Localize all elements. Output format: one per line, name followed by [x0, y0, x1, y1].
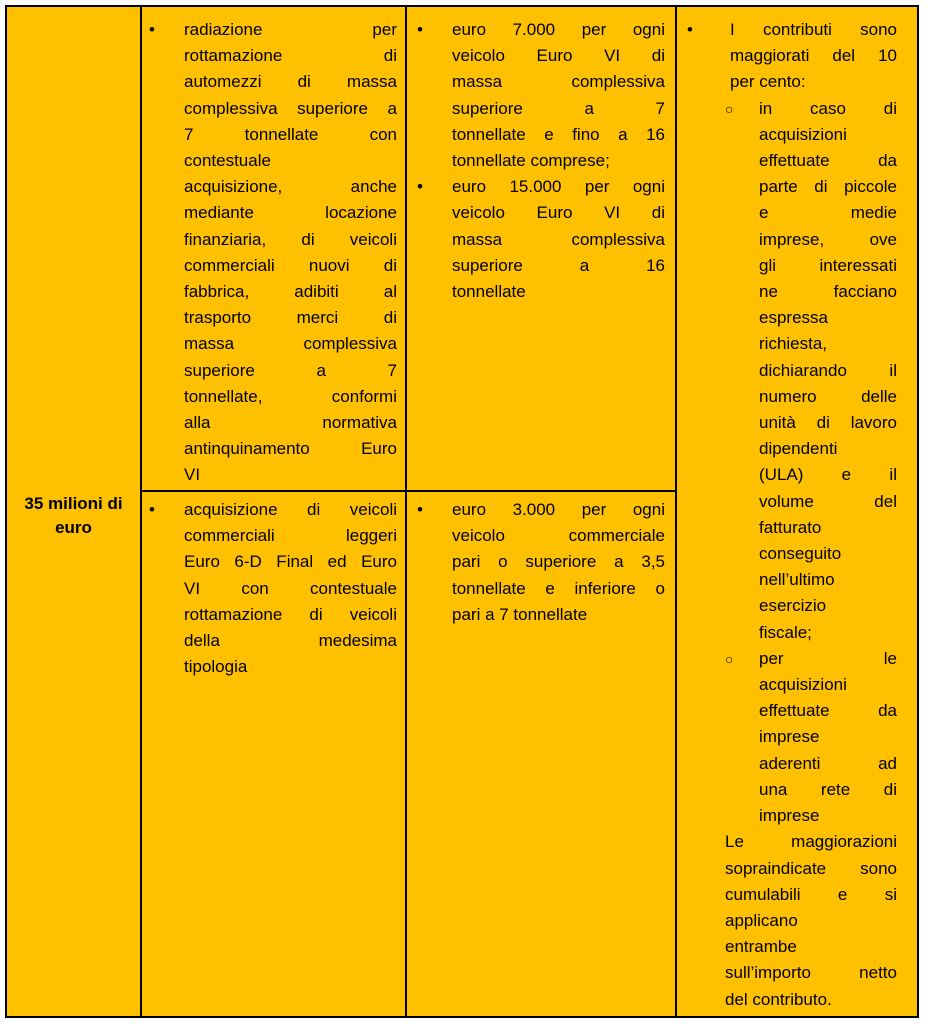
- text-line: effettuate da: [759, 151, 897, 171]
- text-line: euro 7.000 per ogni: [452, 20, 665, 39]
- text-line: complessiva superiore a: [184, 98, 397, 118]
- text-line: superiore a 7: [452, 98, 665, 118]
- text-line: Euro 6-D Final ed Euro: [184, 552, 397, 572]
- text-line: mediante locazione: [184, 203, 397, 223]
- row-divider: [140, 490, 677, 492]
- budget-amount: [7, 492, 140, 540]
- text-line: veicolo Euro VI di: [452, 203, 665, 223]
- text-line: commerciali leggeri: [184, 526, 397, 546]
- notes-item: • I contributi sono maggiorati del 10 per cento: ○ in caso di acquisizioni effettuate da parte di piccole e medie imprese, ove gli interessati ne facciano espressa richiesta, dichiarando il numero delle unità di lavoro dipendenti (ULA) e il volume del fatturato conseguito nell’ultimo esercizio fiscale; ○ per le acquisizioni effettuate da imprese aderenti ad una rete di imprese Le maggiorazioni sopraindicate sono cumulabili e si applicano entrambe sull’importo netto del contributo.: [682, 17, 897, 1013]
- text-line: massa complessiva: [184, 334, 397, 354]
- text-line: acquisizione, anche: [184, 177, 397, 197]
- notes-subitem: ○ per le acquisizioni effettuate da imprese aderenti ad una rete di imprese: [725, 646, 897, 829]
- text-line: applicano: [725, 910, 798, 930]
- text-line: imprese, ove: [759, 229, 897, 249]
- contribution-item: • euro 15.000 per ogni veicolo Euro VI di massa complessiva superiore a 16 tonnellate: [412, 174, 665, 305]
- text-line: VI con contestuale: [184, 578, 397, 598]
- text-line: massa complessiva: [452, 72, 665, 92]
- text-line: antinquinamento Euro: [184, 439, 397, 459]
- notes-subitem: ○ in caso di acquisizioni effettuate da parte di piccole e medie imprese, ove gli interessati ne facciano espressa richiesta, dichiarando il numero delle unità di lavoro dipendenti (ULA) e il volume del fatturato conseguito nell’ultimo esercizio fiscale;: [725, 96, 897, 646]
- text-line: unità di lavoro: [759, 413, 897, 433]
- row2-description-cell: [144, 497, 397, 680]
- budget-amount-line: euro: [55, 518, 92, 537]
- text-line: tonnellate e fino a 16: [452, 124, 665, 144]
- text-line: aderenti ad: [759, 753, 897, 773]
- text-line: 7 tonnellate con: [184, 124, 397, 144]
- text-line: volume del: [759, 491, 897, 511]
- text-line: euro 15.000 per ogni: [452, 177, 665, 197]
- text-line: commerciali nuovi di: [184, 255, 397, 275]
- contribution-item: • euro 7.000 per ogni veicolo Euro VI di massa complessiva superiore a 7 tonnellate e fino a 16 tonnellate comprese;: [412, 17, 665, 174]
- text-line: trasporto merci di: [184, 308, 397, 328]
- text-line: massa complessiva: [452, 229, 665, 249]
- text-line: veicolo commerciale: [452, 526, 665, 546]
- text-line: tonnellate, conformi: [184, 386, 397, 406]
- text-line: VI: [184, 465, 201, 485]
- text-line: rottamazione di: [184, 46, 397, 66]
- text-line: ne facciano: [759, 282, 897, 302]
- text-line: esercizio: [759, 596, 827, 616]
- text-line: dichiarando il: [759, 360, 897, 380]
- text-line: imprese: [759, 806, 820, 826]
- column-divider: [140, 7, 142, 1016]
- text-line: pari o superiore a 3,5: [452, 552, 665, 572]
- text-line: tonnellate: [452, 282, 526, 302]
- text-line: in caso di: [759, 98, 897, 118]
- text-line: numero delle: [759, 386, 897, 406]
- text-line: della medesima: [184, 631, 397, 651]
- text-line: radiazione per: [184, 20, 397, 39]
- text-line: acquisizioni: [759, 675, 847, 695]
- text-line: tipologia: [184, 657, 248, 677]
- text-line: fabbrica, adibiti al: [184, 282, 397, 302]
- text-line: effettuate da: [759, 701, 897, 721]
- text-line: entrambe: [725, 937, 797, 957]
- text-line: finanziaria, di veicoli: [184, 229, 397, 249]
- text-line: sopraindicate sono: [725, 858, 897, 878]
- text-line: imprese: [759, 727, 820, 747]
- text-line: rottamazione di veicoli: [184, 604, 397, 624]
- text-line: fatturato: [759, 517, 822, 537]
- text-line: espressa: [759, 308, 828, 328]
- text-line: richiesta,: [759, 334, 828, 354]
- text-line: sull’importo netto: [725, 963, 897, 983]
- row2-description: • acquisizione di veicoli commerciali leggeri Euro 6-D Final ed Euro VI con contestuale rottamazione di veicoli della medesima tipologia: [144, 497, 397, 680]
- text-line: veicolo Euro VI di: [452, 46, 665, 66]
- text-line: cumulabili e si: [725, 884, 897, 904]
- text-line: fiscale;: [759, 622, 812, 642]
- text-line: per le: [759, 648, 897, 668]
- text-line: I contributi sono: [730, 20, 897, 39]
- text-line: euro 3.000 per ogni: [452, 500, 665, 519]
- text-line: Le maggiorazioni: [725, 832, 897, 852]
- text-line: tonnellate e inferiore o: [452, 578, 665, 598]
- contribution-item: • euro 3.000 per ogni veicolo commerciale pari o superiore a 3,5 tonnellate e inferiore o pari a 7 tonnellate: [412, 497, 665, 628]
- text-line: una rete di: [759, 779, 897, 799]
- text-line: parte di piccole: [759, 177, 897, 197]
- column-divider: [675, 7, 677, 1016]
- text-line: conseguito: [759, 544, 842, 564]
- text-line: del contributo.: [725, 989, 832, 1009]
- text-line: contestuale: [184, 151, 271, 171]
- text-line: alla normativa: [184, 413, 397, 433]
- text-line: acquisizione di veicoli: [184, 500, 397, 519]
- text-line: e medie: [759, 203, 897, 223]
- row1-description-cell: [144, 17, 397, 489]
- notes-cell: [682, 17, 897, 1013]
- row1-contribution-cell: [412, 17, 665, 305]
- text-line: pari a 7 tonnellate: [452, 604, 588, 624]
- text-line: (ULA) e il: [759, 465, 897, 485]
- text-line: superiore a 7: [184, 360, 397, 380]
- text-line: nell’ultimo: [759, 570, 835, 590]
- text-line: acquisizioni: [759, 124, 847, 144]
- text-line: gli interessati: [759, 255, 897, 275]
- column-divider: [405, 7, 407, 1016]
- row2-contribution-cell: [412, 497, 665, 628]
- text-line: superiore a 16: [452, 255, 665, 275]
- text-line: automezzi di massa: [184, 72, 397, 92]
- text-line: dipendenti: [759, 439, 838, 459]
- text-line: tonnellate comprese;: [452, 151, 610, 171]
- budget-amount-line: 35 milioni di: [24, 494, 123, 513]
- row1-description: • radiazione per rottamazione di automezzi di massa complessiva superiore a 7 tonnellate con contestuale acquisizione, anche mediante locazione finanziaria, di veicoli commerciali nuovi di fabbrica, adibiti al trasporto merci di massa complessiva superiore a 7 tonnellate, conformi alla normativa antinquinamento Euro VI: [144, 17, 397, 489]
- text-line: maggiorati del 10: [730, 46, 897, 66]
- incentive-table: [5, 5, 919, 1018]
- text-line: per cento:: [730, 72, 806, 92]
